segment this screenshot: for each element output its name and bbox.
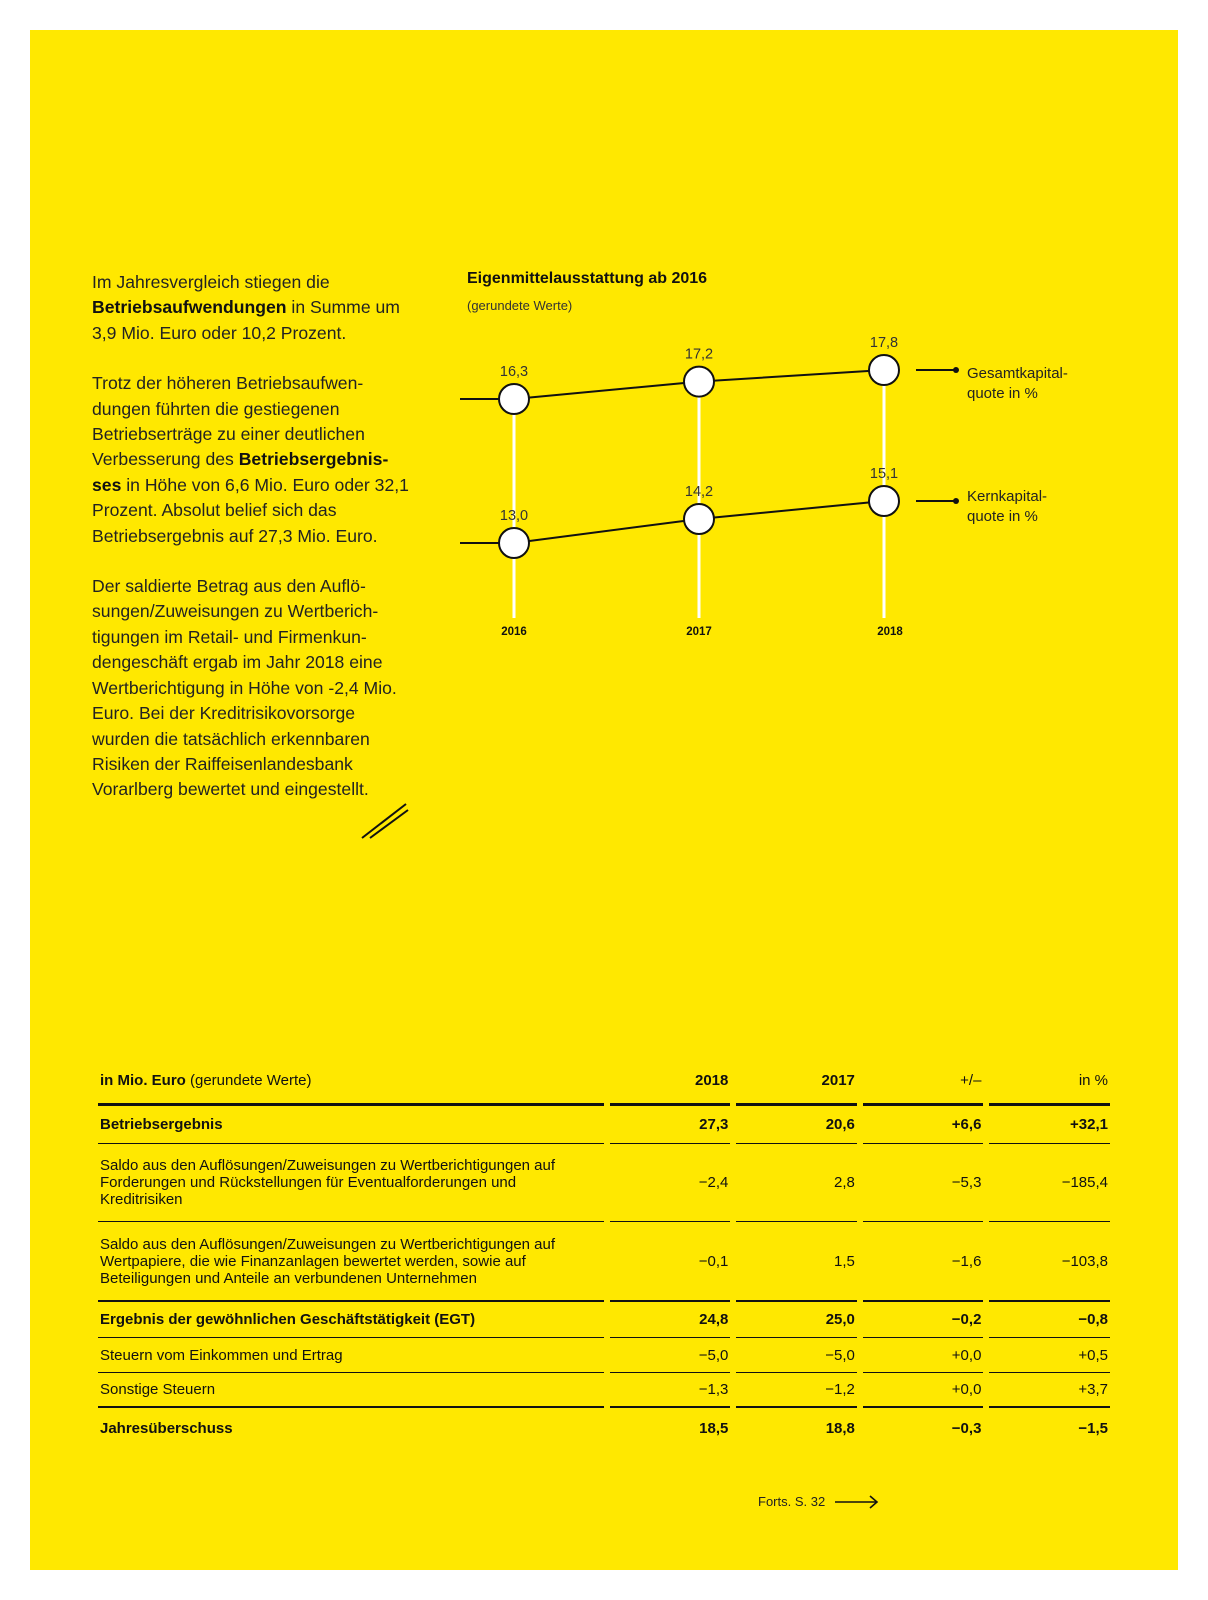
row-label: Ergebnis der gewöhnlichen Geschäftstätigkeit (EGT) bbox=[98, 1302, 604, 1338]
table-row bbox=[98, 1408, 1110, 1448]
continued-link[interactable] bbox=[758, 1494, 879, 1509]
chart-title: Eigenmittelausstattung ab 2016 bbox=[467, 270, 708, 287]
cell-change: −1,6 bbox=[863, 1222, 984, 1302]
row-label: Sonstige Steuern bbox=[98, 1373, 604, 1408]
chart-subtitle: (gerundete Werte) bbox=[467, 298, 573, 313]
legend-gesamt-line1: Gesamtkapital- bbox=[967, 365, 1068, 382]
x-label-2016: 2016 bbox=[501, 626, 527, 638]
data-point bbox=[684, 504, 714, 534]
x-label-2018: 2018 bbox=[877, 626, 903, 638]
data-label: 14,2 bbox=[684, 484, 714, 500]
cell-percent: −1,5 bbox=[1078, 1419, 1108, 1437]
cell-percent: −0,8 bbox=[989, 1302, 1110, 1338]
x-label-2017: 2017 bbox=[686, 626, 712, 638]
p2-emphasis: Betriebsergebnis-ses bbox=[92, 449, 389, 495]
legend-gesamt-line2: quote in % bbox=[967, 385, 1038, 402]
header-2017: 2017 bbox=[736, 1060, 857, 1106]
data-point bbox=[499, 528, 529, 558]
header-label: in Mio. Euro (gerundete Werte) bbox=[98, 1060, 604, 1106]
cell-change: −5,3 bbox=[863, 1144, 984, 1222]
table-row bbox=[98, 1302, 1110, 1338]
financial-table bbox=[92, 1060, 1116, 1448]
cell-percent: −103,8 bbox=[989, 1222, 1110, 1302]
data-label: 17,8 bbox=[869, 335, 899, 351]
cell-2018: −2,4 bbox=[610, 1144, 731, 1222]
header-change: +/– bbox=[863, 1060, 984, 1106]
data-point bbox=[684, 367, 714, 397]
data-label: 16,3 bbox=[499, 364, 529, 380]
data-point bbox=[499, 384, 529, 414]
cell-2017: −1,2 bbox=[736, 1373, 857, 1408]
p1-text-end: in Summe um 3,9 Mio. Euro oder 10,2 Prozent. bbox=[92, 297, 400, 343]
cell-change: +0,0 bbox=[863, 1338, 984, 1373]
cell-2018: −1,3 bbox=[610, 1373, 731, 1408]
cell-percent: +3,7 bbox=[989, 1373, 1110, 1408]
cell-2017: 2,8 bbox=[736, 1144, 857, 1222]
cell-percent: −185,4 bbox=[989, 1144, 1110, 1222]
table-row bbox=[98, 1373, 1110, 1408]
cell-2018: −0,1 bbox=[610, 1222, 731, 1302]
cell-change: −0,3 bbox=[951, 1419, 982, 1437]
row-label: Betriebsergebnis bbox=[98, 1106, 604, 1144]
header-percent: in % bbox=[989, 1060, 1110, 1106]
cell-change: +6,6 bbox=[863, 1106, 984, 1144]
arrow-right-icon bbox=[835, 1495, 879, 1509]
p2-text-end: in Höhe von 6,6 Mio. Euro oder 32,1 Prozent. Absolut belief sich das Betriebsergebnis auf 27,3 Mio. Euro. bbox=[92, 474, 409, 546]
p2-text: Trotz der höheren Betriebsaufwen-dungen führten die gestiegenen Betriebserträge zu einer deutlichen Verbesserung des bbox=[92, 373, 365, 470]
continued-label: Forts. S. 32 bbox=[758, 1494, 826, 1509]
cell-change: −0,2 bbox=[863, 1302, 984, 1338]
header-2018: 2018 bbox=[610, 1060, 731, 1106]
row-label: Steuern vom Einkommen und Ertrag bbox=[98, 1338, 604, 1373]
cell-2018: 27,3 bbox=[610, 1106, 731, 1144]
data-label: 15,1 bbox=[869, 466, 899, 482]
table-row bbox=[98, 1144, 1110, 1222]
paragraph-3: Der saldierte Betrag aus den Auflö-sungen/Zuweisungen zu Wertberich-tigungen im Retail- und Firmenkun-dengeschäft ergab im Jahr 2018 eine Wertberichtigung in Höhe von -2,4 Mio. Euro. Bei der Kreditrisikovorsorge wurden die tatsächlich erkennbaren Risiken der Raiffeisenlandesbank Vorarlberg bewertet und eingestellt. bbox=[92, 576, 397, 800]
data-point bbox=[869, 486, 899, 516]
row-label: Saldo aus den Auflösungen/Zuweisungen zu Wertberichtigungen auf Forderungen und Rückstellungen für Eventualforderungen und Kreditrisiken bbox=[98, 1144, 604, 1222]
row-label: Saldo aus den Auflösungen/Zuweisungen zu Wertberichtigungen auf Wertpapiere, die wie Finanzanlagen bewertet werden, sowie auf Beteiligungen und Anteile an verbundenen Unternehmen bbox=[98, 1222, 604, 1302]
cell-percent: +0,5 bbox=[989, 1338, 1110, 1373]
row-label: Jahresüberschuss bbox=[100, 1419, 233, 1437]
cell-percent: +32,1 bbox=[989, 1106, 1110, 1144]
p1-text: Im Jahresvergleich stiegen die bbox=[92, 272, 330, 292]
cell-2017: 20,6 bbox=[736, 1106, 857, 1144]
table-header-row bbox=[98, 1060, 1110, 1106]
yellow-page bbox=[30, 30, 1178, 1570]
data-label: 13,0 bbox=[499, 508, 529, 524]
p1-emphasis: Betriebsaufwendungen bbox=[92, 297, 287, 318]
cell-change: +0,0 bbox=[863, 1373, 984, 1408]
data-point bbox=[869, 355, 899, 385]
legend-gesamt bbox=[916, 365, 1068, 402]
cell-2018: 18,5 bbox=[699, 1419, 729, 1437]
cell-2018: −5,0 bbox=[610, 1338, 731, 1373]
table-row bbox=[98, 1106, 1110, 1144]
table-row bbox=[98, 1338, 1110, 1373]
cell-2017: 18,8 bbox=[825, 1419, 855, 1437]
table-row bbox=[98, 1222, 1110, 1302]
cell-2017: −5,0 bbox=[736, 1338, 857, 1373]
cell-2018: 24,8 bbox=[610, 1302, 731, 1338]
legend-kern bbox=[916, 488, 1047, 525]
legend-kern-line1: Kernkapital- bbox=[967, 488, 1048, 505]
legend-kern-line2: quote in % bbox=[967, 508, 1038, 525]
data-label: 17,2 bbox=[684, 346, 714, 363]
cell-2017: 1,5 bbox=[736, 1222, 857, 1302]
cell-2017: 25,0 bbox=[736, 1302, 857, 1338]
